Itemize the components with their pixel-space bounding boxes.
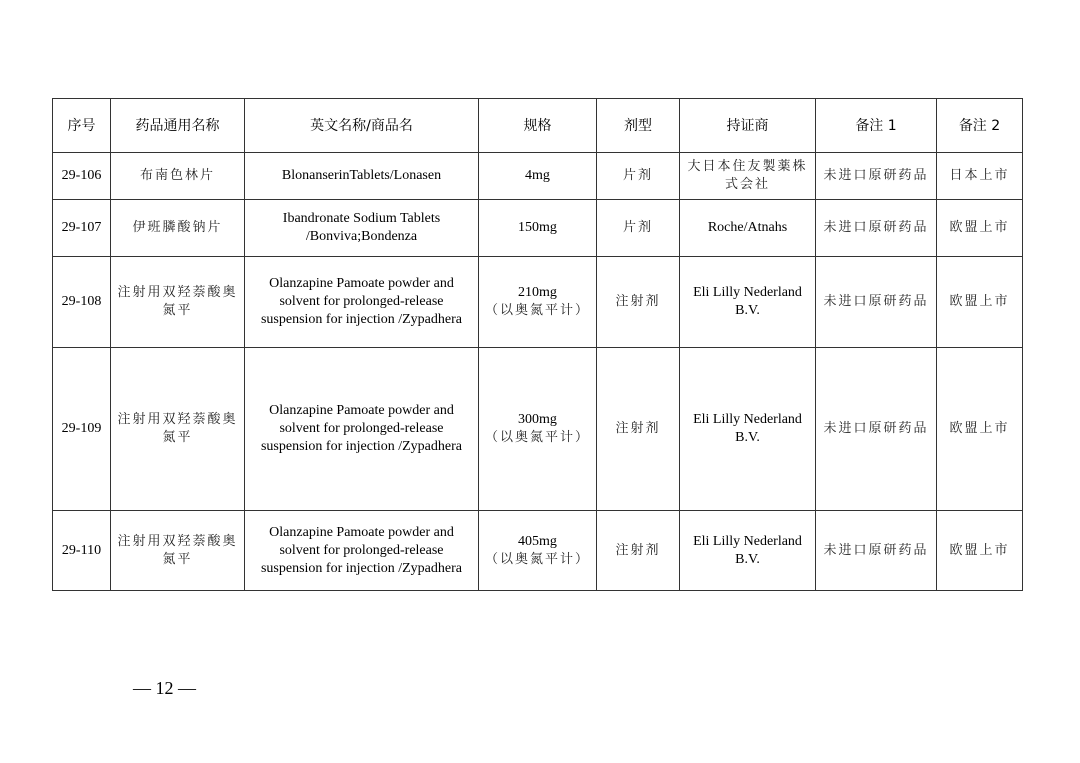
cell-no: 29-110	[53, 511, 111, 591]
cell-spec	[479, 348, 597, 511]
cell-note1: 未进口原研药品	[816, 511, 937, 591]
cell-spec	[479, 153, 597, 200]
cell-dosage-form: 注射剂	[597, 511, 680, 591]
cell-holder: Eli Lilly Nederland B.V.	[680, 257, 816, 348]
cell-no: 29-107	[53, 200, 111, 257]
header-row	[53, 99, 1023, 153]
cell-english-name: Olanzapine Pamoate powder and solvent for prolonged-release suspension for injection /Zypadhera	[245, 257, 479, 348]
cell-generic-name: 注射用双羟萘酸奥氮平	[111, 257, 245, 348]
header-note2: 备注 2	[937, 99, 1023, 153]
cell-note1: 未进口原研药品	[816, 153, 937, 200]
cell-note2: 欧盟上市	[937, 348, 1023, 511]
cell-english-name: Olanzapine Pamoate powder and solvent for prolonged-release suspension for injection /Zypadhera	[245, 511, 479, 591]
cell-english-name: BlonanserinTablets/Lonasen	[245, 153, 479, 200]
header-dosage-form: 剂型	[597, 99, 680, 153]
spec-note: （以奥氮平计）	[484, 303, 590, 318]
spec-note: （以奥氮平计）	[484, 430, 590, 445]
spec-value: 150mg	[518, 220, 557, 235]
cell-spec	[479, 200, 597, 257]
cell-dosage-form: 注射剂	[597, 348, 680, 511]
spec-value: 405mg	[518, 533, 557, 549]
table-row	[53, 257, 1023, 348]
cell-note1: 未进口原研药品	[816, 348, 937, 511]
cell-spec	[479, 511, 597, 591]
cell-english-name: Ibandronate Sodium Tablets /Bonviva;Bondenza	[245, 200, 479, 257]
cell-note2: 日本上市	[937, 153, 1023, 200]
spec-value: 300mg	[518, 412, 557, 427]
cell-holder: Eli Lilly Nederland B.V.	[680, 348, 816, 511]
cell-note2: 欧盟上市	[937, 257, 1023, 348]
cell-no: 29-109	[53, 348, 111, 511]
cell-dosage-form: 注射剂	[597, 257, 680, 348]
cell-spec	[479, 257, 597, 348]
drug-table	[52, 98, 1023, 591]
spec-value: 210mg	[518, 285, 557, 300]
cell-generic-name: 布南色林片	[111, 153, 245, 200]
header-note1: 备注 1	[816, 99, 937, 153]
cell-no: 29-108	[53, 257, 111, 348]
table-row	[53, 511, 1023, 591]
cell-dosage-form: 片剂	[597, 200, 680, 257]
cell-generic-name: 伊班膦酸钠片	[111, 200, 245, 257]
cell-no: 29-106	[53, 153, 111, 200]
cell-generic-name: 注射用双羟萘酸奥氮平	[111, 348, 245, 511]
cell-note2: 欧盟上市	[937, 200, 1023, 257]
header-generic-name: 药品通用名称	[111, 99, 245, 153]
spec-value: 4mg	[525, 168, 550, 183]
header-spec: 规格	[479, 99, 597, 153]
cell-note2: 欧盟上市	[937, 511, 1023, 591]
table-row	[53, 348, 1023, 511]
header-no: 序号	[53, 99, 111, 153]
page-number: — 12 —	[133, 678, 196, 698]
spec-note: （以奥氮平计）	[484, 551, 590, 567]
cell-generic-name: 注射用双羟萘酸奥氮平	[111, 511, 245, 591]
cell-note1: 未进口原研药品	[816, 200, 937, 257]
cell-holder: 大日本住友製薬株式会社	[680, 153, 816, 200]
table-row	[53, 153, 1023, 200]
header-holder: 持证商	[680, 99, 816, 153]
cell-dosage-form: 片剂	[597, 153, 680, 200]
cell-holder: Eli Lilly Nederland B.V.	[680, 511, 816, 591]
cell-holder: Roche/Atnahs	[680, 200, 816, 257]
cell-note1: 未进口原研药品	[816, 257, 937, 348]
table-row	[53, 200, 1023, 257]
cell-english-name: Olanzapine Pamoate powder and solvent for prolonged-release suspension for injection /Zypadhera	[245, 348, 479, 511]
header-english-name: 英文名称/商品名	[245, 99, 479, 153]
